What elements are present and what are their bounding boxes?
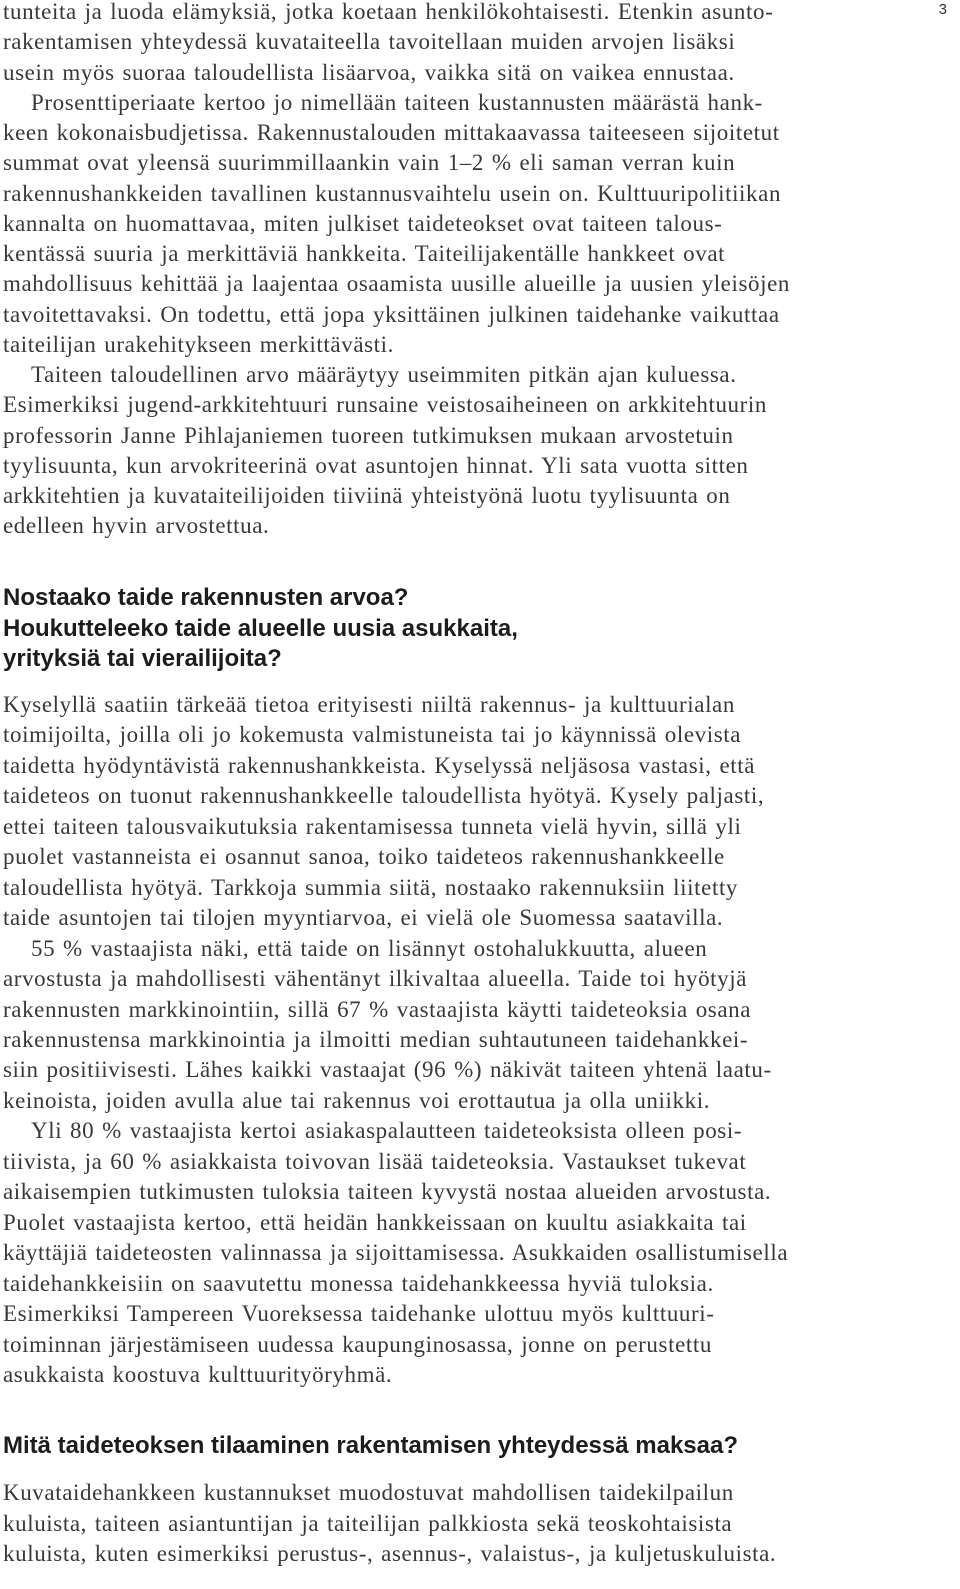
text-line: tyylisuunta, kun arvokriteerinä ovat asuntojen hinnat. Yli sata vuotta sitten	[3, 452, 749, 478]
text-line: Kuvataidehankkeen kustannukset muodostuvat mahdollisen taidekilpailun	[3, 1480, 734, 1505]
text-line: tiivista, ja 60 % asiakkaista toivovan lisää taideteoksia. Vastaukset tukevat	[3, 1148, 747, 1174]
text-line: taloudellista hyötyä. Tarkkoja summia siitä, nostaako rakennuksiin liitetty	[3, 874, 739, 900]
text-line: rakennusten markkinointiin, sillä 67 % vastaajista käytti taideteoksia osana	[3, 996, 752, 1022]
section-heading	[3, 583, 518, 675]
text-line: rakennushankkeiden tavallinen kustannusvaihtelu usein on. Kulttuuripolitiikan	[3, 180, 782, 206]
heading-line: yrityksiä tai vierailijoita?	[3, 645, 282, 672]
text-line: taidehankkeisiin on saavutettu monessa taidehankkeessa hyviä tuloksia.	[3, 1270, 714, 1296]
text-line: aikaisempien tutkimusten tuloksia taiteen kyvystä nostaa alueiden arvostusta.	[3, 1179, 772, 1205]
text-line: keinoista, joiden avulla alue tai rakennus voi erottautua ja olla uniikki.	[3, 1087, 711, 1113]
text-line: summat ovat yleensä suurimmillaankin vain 1–2 % eli saman verran kuin	[3, 150, 736, 176]
text-line: keen kokonaisbudjetissa. Rakennustalouden mittakaavassa taiteeseen sijoitetut	[3, 120, 780, 145]
text-line: taidetta hyödyntävistä rakennushankkeista. Kyselyssä neljäsosa vastasi, että	[3, 752, 756, 778]
text-line: professorin Janne Pihlajaniemen tuoreen tutkimuksen mukaan arvostetuin	[3, 422, 734, 448]
text-line: rakennustensa markkinointia ja ilmoitti median suhtautuneen taidehankkei-	[3, 1026, 749, 1052]
paragraph	[3, 934, 788, 1117]
text-line: kannalta on huomattavaa, miten julkiset taideteokset ovat taiteen talous-	[3, 210, 723, 236]
text-line: käyttäjiä taideteosten valinnassa ja sijoittamisessa. Asukkaiden osallistumisella	[3, 1240, 789, 1266]
page-number: 3	[938, 1, 947, 18]
text-line: taideteos on tuonut rakennushankkeelle taloudellista hyötyä. Kysely paljasti,	[3, 783, 765, 809]
text-line: 55 % vastaajista näki, että taide on lisännyt ostohalukkuutta, alueen	[31, 935, 708, 961]
text-line: tavoitettavaksi. On todettu, että jopa yksittäinen julkinen taidehanke vaikuttaa	[3, 301, 780, 327]
text-line: arvostusta ja mahdollisesti vähentänyt ilkivaltaa alueella. Taide toi hyötyjä	[3, 966, 748, 992]
text-line: kuluista, kuten esimerkiksi perustus-, asennus-, valaistus-, ja kuljetuskuluista.	[3, 1541, 777, 1566]
paragraph	[3, 0, 790, 88]
body-text-survey	[3, 690, 788, 1390]
text-line: usein myös suoraa taloudellista lisäarvoa, vaikka sitä on vaikea ennustaa.	[3, 59, 735, 85]
text-line: kuluista, taiteen asiantuntijan ja taiteilijan palkkiosta sekä teoskohtaisista	[3, 1510, 733, 1536]
text-line: Taiteen taloudellinen arvo määräytyy useimmiten pitkän ajan kuluessa.	[31, 362, 737, 387]
paragraph	[3, 88, 790, 360]
text-line: ettei taiteen talousvaikutuksia rakentamisessa tunneta vielä hyvin, sillä yli	[3, 813, 742, 839]
text-line: siin positiivisesti. Lähes kaikki vastaajat (96 %) näkivät taiteen yhtenä laatu-	[3, 1057, 772, 1083]
paragraph	[3, 1478, 776, 1570]
paragraph	[3, 360, 790, 542]
body-text-intro	[3, 0, 790, 542]
text-line: mahdollisuus kehittää ja laajentaa osaamista uusille alueille ja uusien yleisöjen	[3, 271, 791, 297]
text-line: toiminnan järjestämiseen uudessa kaupunginosassa, jonne on perustettu	[3, 1331, 712, 1357]
text-line: rakentamisen yhteydessä kuvataiteella tavoitellaan muiden arvojen lisäksi	[3, 29, 736, 55]
heading-line: Nostaako taide rakennusten arvoa?	[3, 584, 409, 611]
text-line: asukkaista koostuva kulttuurityöryhmä.	[3, 1361, 393, 1387]
text-line: taide asuntojen tai tilojen myyntiarvoa, ei vielä ole Suomessa saatavilla.	[3, 905, 724, 931]
heading-line: Houkutteleeko taide alueelle uusia asukkaita,	[3, 614, 518, 642]
body-text-costs	[3, 1478, 776, 1570]
text-line: Kyselyllä saatiin tärkeää tietoa erityisesti niiltä rakennus- ja kulttuurialan	[3, 692, 735, 717]
heading-line: Mitä taideteoksen tilaaminen rakentamisen yhteydessä maksaa?	[3, 1432, 738, 1459]
text-line: taiteilijan urakehitykseen merkittävästi.	[3, 331, 395, 357]
paragraph	[3, 1116, 788, 1390]
text-line: kentässä suuria ja merkittäviä hankkeita. Taiteilijakentälle hankkeet ovat	[3, 241, 726, 266]
text-line: Puolet vastaajista kertoo, että heidän hankkeissaan on kuultu asiakkaita tai	[3, 1209, 747, 1235]
text-line: tunteita ja luoda elämyksiä, jotka koetaan henkilökohtaisesti. Etenkin asunto-	[3, 0, 774, 24]
text-line: toimijoilta, joilla oli jo kokemusta valmistuneista tai jo käynnissä olevista	[3, 722, 742, 748]
text-line: Prosenttiperiaate kertoo jo nimellään taiteen kustannusten määrästä hank-	[31, 89, 763, 115]
text-line: puolet vastanneista ei osannut sanoa, toiko taideteos rakennushankkeelle	[3, 844, 725, 870]
text-line: Esimerkiksi jugend-arkkitehtuuri runsaine veistosaiheineen on arkkitehtuurin	[3, 392, 767, 418]
text-line: arkkitehtien ja kuvataiteilijoiden tiiviinä yhteistyönä luotu tyylisuunta on	[3, 483, 731, 508]
text-line: edelleen hyvin arvostettua.	[3, 513, 270, 539]
paragraph	[3, 690, 788, 934]
section-heading	[3, 1431, 738, 1462]
text-line: Yli 80 % vastaajista kertoi asiakaspalautteen taideteoksista olleen posi-	[31, 1118, 743, 1144]
text-line: Esimerkiksi Tampereen Vuoreksessa taidehanke ulottuu myös kulttuuri-	[3, 1301, 715, 1327]
